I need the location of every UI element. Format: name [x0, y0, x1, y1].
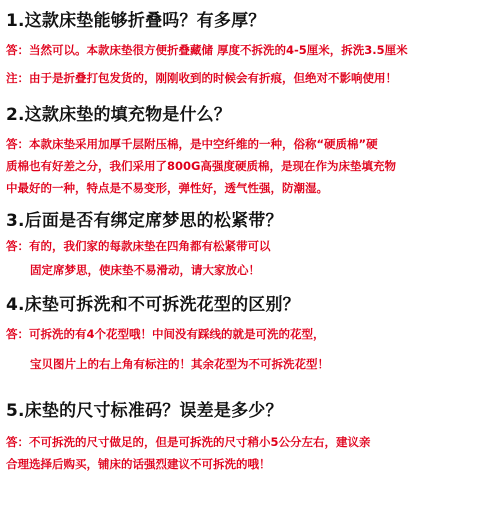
answer-4-line-2: 宝贝图片上的右上角有标注的！其余花型为不可拆洗花型！ [30, 357, 329, 371]
answer-1-note: 注：由于是折叠打包发货的，刚刚收到的时候会有折痕，但绝对不影响使用！ [6, 71, 397, 85]
question-1: 1.这款床垫能够折叠吗？有多厚？ [6, 11, 266, 31]
question-5: 5.床垫的尺寸标准码？误差是多少？ [6, 401, 283, 421]
answer-3-line-2: 固定席梦思，使床垫不易滑动，请大家放心！ [30, 263, 260, 277]
answer-2-line-2: 质棉也有好差之分，我们采用了800G高强度硬质棉，是现在作为床垫填充物 [6, 159, 396, 173]
answer-1-line-1: 答：当然可以。本款床垫很方便折叠藏储 厚度不拆洗的4-5厘米，拆洗3.5厘米 [6, 43, 408, 57]
question-4: 4.床垫可拆洗和不可拆洗花型的区别？ [6, 295, 300, 315]
answer-5-line-2: 合理选择后购买，铺床的话强烈建议不可拆洗的哦！ [6, 457, 271, 471]
answer-3-line-1: 答：有的，我们家的每款床垫在四角都有松紧带可以 [6, 239, 271, 253]
question-3: 3.后面是否有绑定席梦思的松紧带？ [6, 211, 283, 231]
answer-2-line-1: 答：本款床垫采用加厚千层附压棉，是中空纤维的一种，俗称“硬质棉”硬 [6, 137, 378, 151]
question-2: 2.这款床垫的填充物是什么？ [6, 105, 232, 125]
answer-5-line-1: 答：不可拆洗的尺寸做足的，但是可拆洗的尺寸稍小5公分左右，建议亲 [6, 435, 371, 449]
answer-2-line-3: 中最好的一种，特点是不易变形，弹性好，透气性强，防潮湿。 [6, 181, 328, 195]
answer-4-line-1: 答：可拆洗的有4个花型哦！中间没有踩线的就是可洗的花型， [6, 327, 325, 341]
